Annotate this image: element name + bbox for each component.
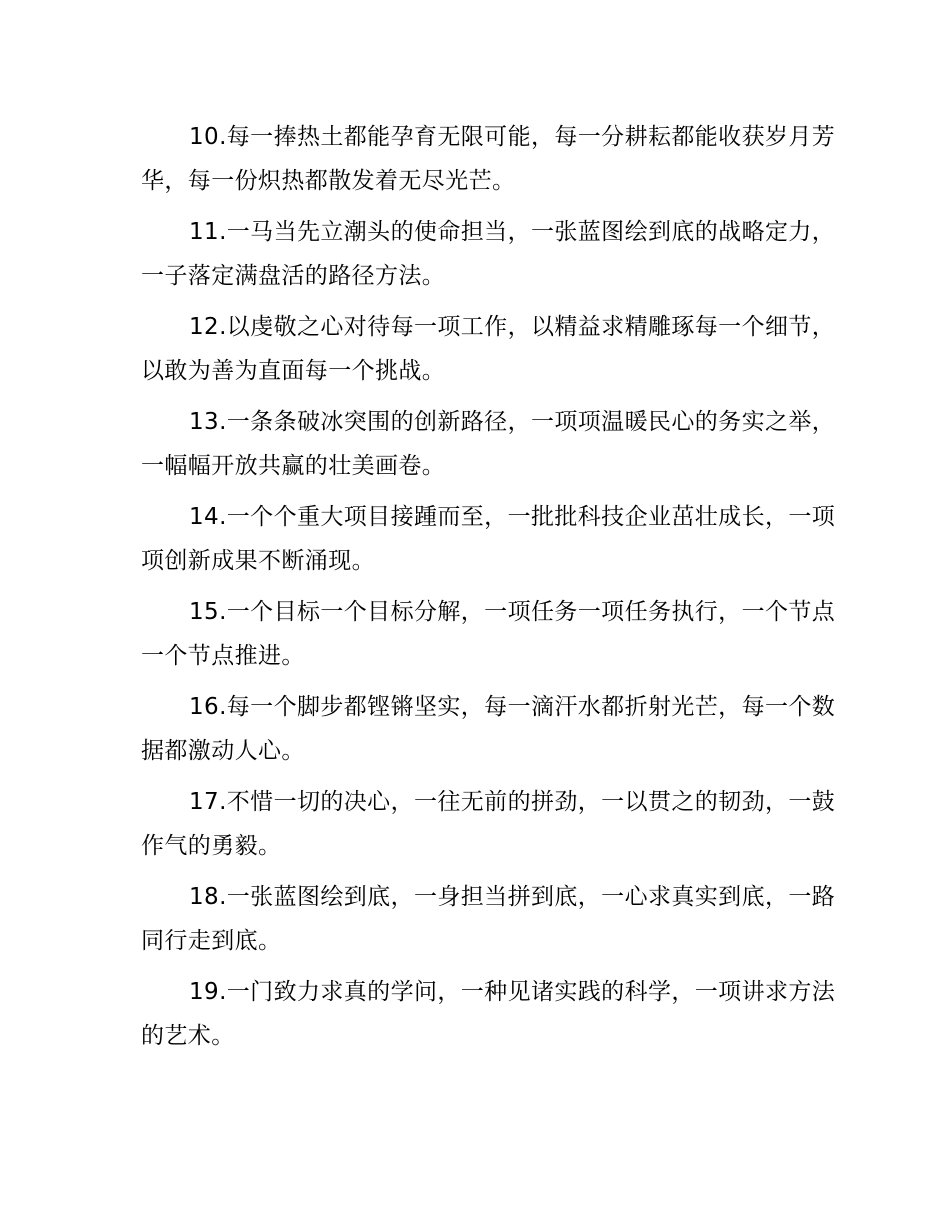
paragraph-14: 14.一个个重大项目接踵而至，一批批科技企业茁壮成长，一项项创新成果不断涌现。	[141, 504, 836, 574]
paragraph-17: 17.不惜一切的决心，一往无前的拼劲，一以贯之的韧劲，一鼓作气的勇毅。	[141, 789, 836, 859]
paragraph-15: 15.一个目标一个目标分解，一项任务一项任务执行，一个节点一个节点推进。	[141, 599, 836, 669]
paragraph-16: 16.每一个脚步都铿锵坚实，每一滴汗水都折射光芒，每一个数据都激动人心。	[141, 694, 836, 764]
paragraph-13: 13.一条条破冰突围的创新路径，一项项温暖民心的务实之举，一幅幅开放共赢的壮美画卷。	[141, 409, 836, 479]
paragraph-11: 11.一马当先立潮头的使命担当，一张蓝图绘到底的战略定力，一子落定满盘活的路径方法。	[141, 219, 836, 289]
paragraph-10: 10.每一捧热土都能孕育无限可能，每一分耕耘都能收获岁月芳华，每一份炽热都散发着无尽光芒。	[141, 124, 836, 194]
paragraph-19: 19.一门致力求真的学问，一种见诸实践的科学，一项讲求方法的艺术。	[141, 979, 836, 1049]
document-body	[141, 115, 841, 1065]
paragraph-18: 18.一张蓝图绘到底，一身担当拼到底，一心求真实到底，一路同行走到底。	[141, 884, 836, 954]
paragraph-12: 12.以虔敬之心对待每一项工作，以精益求精雕琢每一个细节，以敢为善为直面每一个挑战。	[141, 314, 836, 384]
